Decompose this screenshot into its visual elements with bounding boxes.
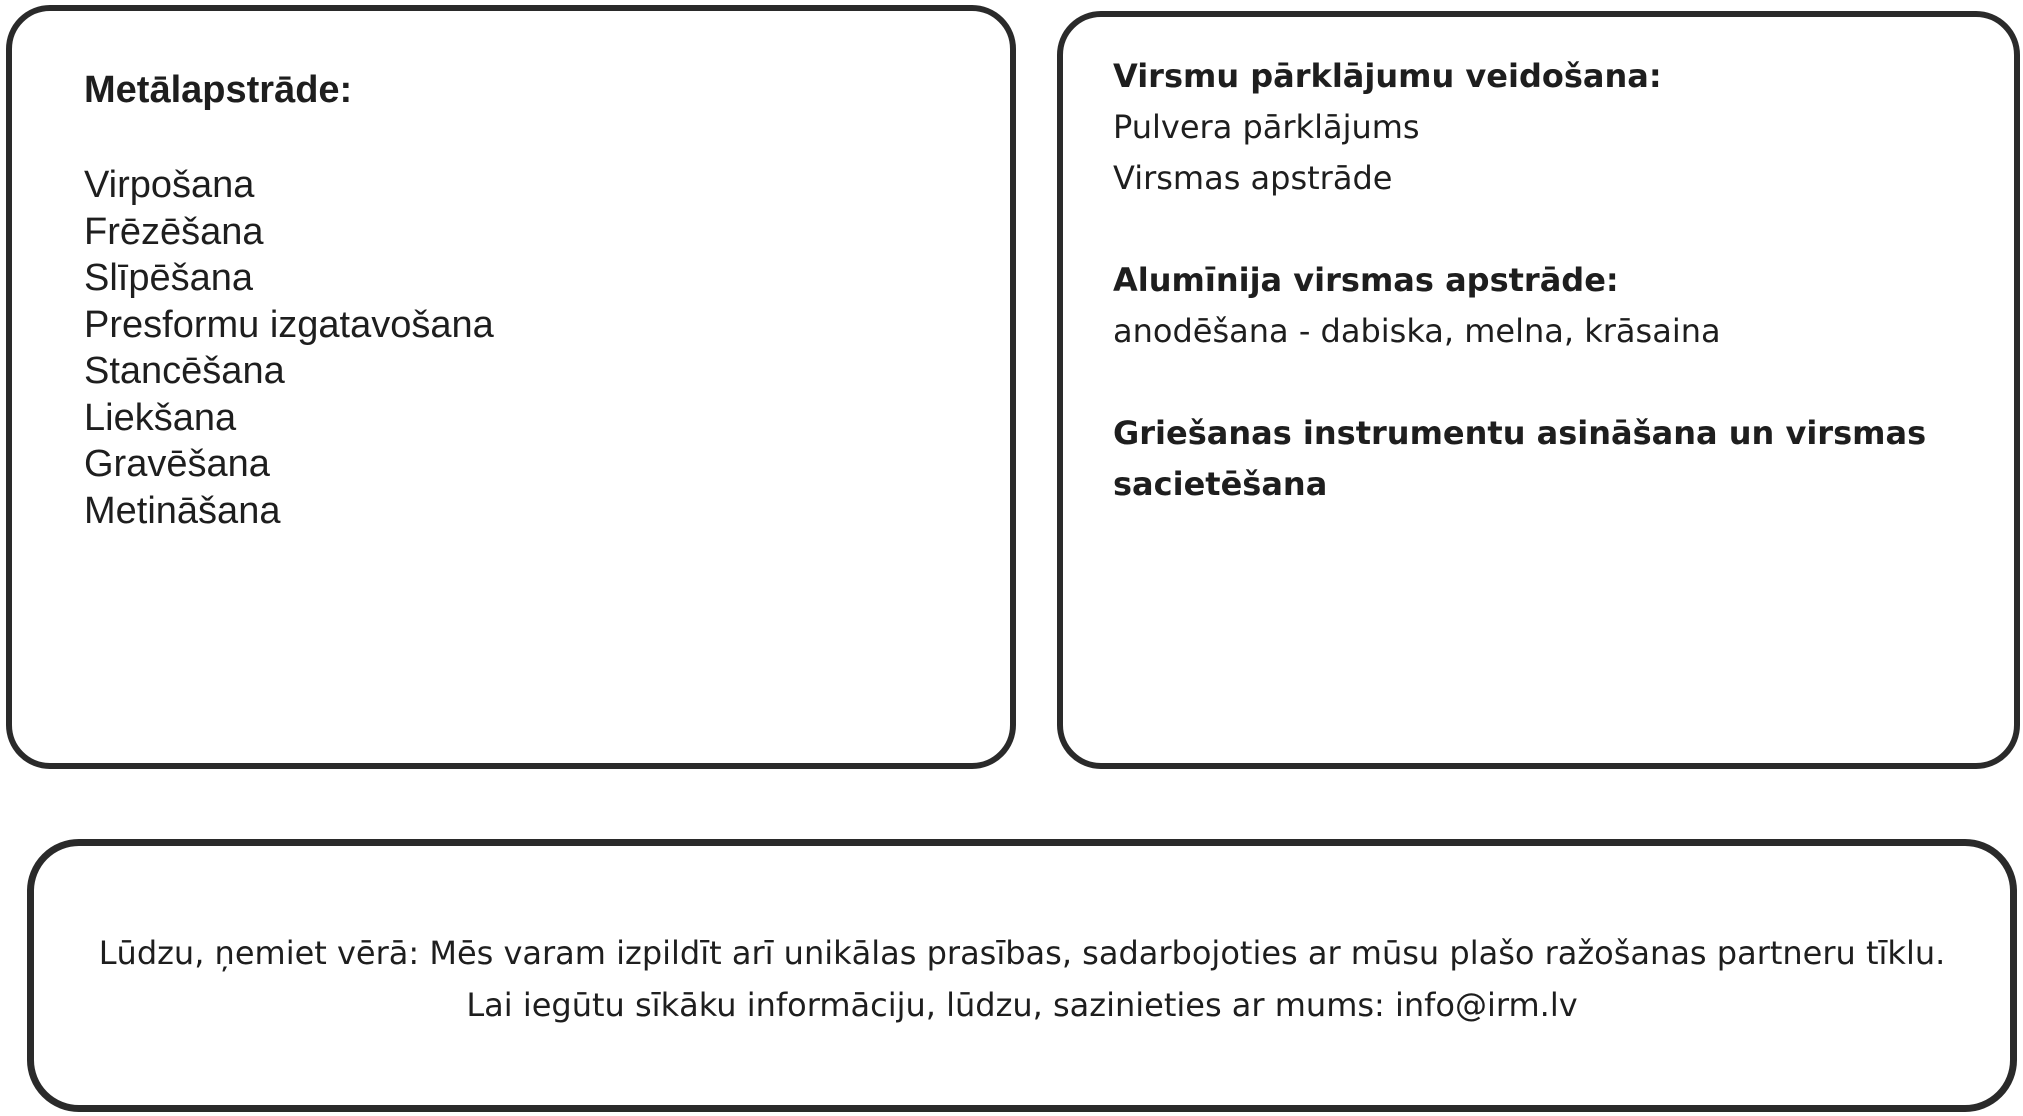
notice-text bbox=[34, 927, 2010, 1031]
coatings-section-line: Virsmas apstrāde bbox=[1113, 159, 1393, 197]
aluminium-section-line: anodēšana - dabiska, melna, krāsaina bbox=[1113, 312, 1721, 350]
metalworking-list bbox=[84, 162, 494, 534]
list-item: Liekšana bbox=[84, 396, 237, 439]
list-item: Frēzēšana bbox=[84, 210, 264, 253]
list-item: Slīpēšana bbox=[84, 257, 254, 299]
list-item: Stancēšana bbox=[84, 350, 285, 392]
section-spacer bbox=[1113, 357, 1973, 408]
coatings-panel bbox=[1057, 11, 2020, 769]
section-spacer bbox=[1113, 204, 1973, 255]
sharpening-section-title: sacietēšana bbox=[1113, 465, 1328, 503]
coatings-section-title: Virsmu pārklājumu veidošana: bbox=[1113, 57, 1662, 95]
metalworking-panel bbox=[6, 5, 1016, 769]
notice-line: Lūdzu, ņemiet vērā: Mēs varam izpildīt arī unikālas prasības, sadarbojoties ar mūsu plašo ražošanas partneru tīklu. bbox=[98, 934, 1946, 972]
coatings-section-line: Pulvera pārklājums bbox=[1113, 108, 1420, 146]
metalworking-heading: Metālapstrāde: bbox=[84, 69, 353, 111]
list-item: Virpošana bbox=[84, 164, 255, 206]
list-item: Metināšana bbox=[84, 489, 281, 532]
notice-panel bbox=[27, 839, 2017, 1112]
list-item: Gravēšana bbox=[84, 443, 270, 485]
sharpening-section-title: Griešanas instrumentu asināšana un virsmas bbox=[1113, 414, 1927, 452]
list-item: Presformu izgatavošana bbox=[84, 303, 494, 346]
aluminium-section-title: Alumīnija virsmas apstrāde: bbox=[1113, 261, 1619, 299]
notice-contact-line: Lai iegūtu sīkāku informāciju, lūdzu, sazinieties ar mums: info@irm.lv bbox=[466, 986, 1578, 1024]
coatings-content bbox=[1113, 51, 1973, 510]
